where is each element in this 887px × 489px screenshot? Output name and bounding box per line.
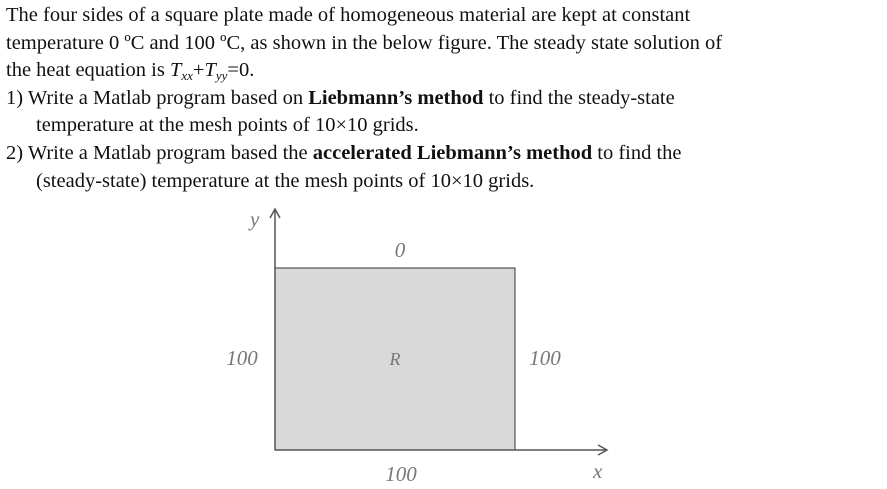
eq-t-2: T bbox=[204, 59, 216, 82]
intro-line-1: The four sides of a square plate made of homogeneous material are kept at constant bbox=[6, 4, 691, 26]
eq-tail: =0. bbox=[227, 59, 255, 82]
item-1-line-2: temperature at the mesh points of 10×10 grids. bbox=[36, 114, 419, 137]
intro-line-3-text: the heat equation is bbox=[6, 59, 170, 82]
left-boundary-label: 100 bbox=[226, 346, 258, 370]
item-1-method: Liebmann’s method bbox=[308, 86, 484, 109]
eq-sub-xx: xx bbox=[181, 68, 193, 84]
intro-line-2: temperature 0 ºC and 100 ºC, as shown in the below figure. The steady state solution of bbox=[6, 31, 723, 54]
item-1-post: to find the steady-state bbox=[483, 86, 675, 109]
item-2-post: to find the bbox=[592, 141, 682, 164]
region-label: R bbox=[389, 349, 401, 369]
top-boundary-label: 0 bbox=[394, 238, 406, 262]
item-2-method: accelerated Liebmann’s method bbox=[312, 141, 593, 164]
right-boundary-label: 100 bbox=[529, 346, 561, 370]
y-axis-label: y bbox=[250, 207, 260, 231]
item-2-line-2: (steady-state) temperature at the mesh points of 10×10 grids. bbox=[36, 169, 535, 192]
eq-plus: + bbox=[192, 59, 205, 82]
eq-sub-yy: yy bbox=[215, 68, 228, 84]
x-axis-label: x bbox=[593, 459, 603, 483]
bottom-boundary-label: 100 bbox=[385, 462, 417, 486]
item-1-pre: 1) Write a Matlab program based on bbox=[6, 86, 309, 109]
item-2-pre: 2) Write a Matlab program based the bbox=[6, 141, 313, 164]
eq-t-1: T bbox=[169, 59, 182, 82]
